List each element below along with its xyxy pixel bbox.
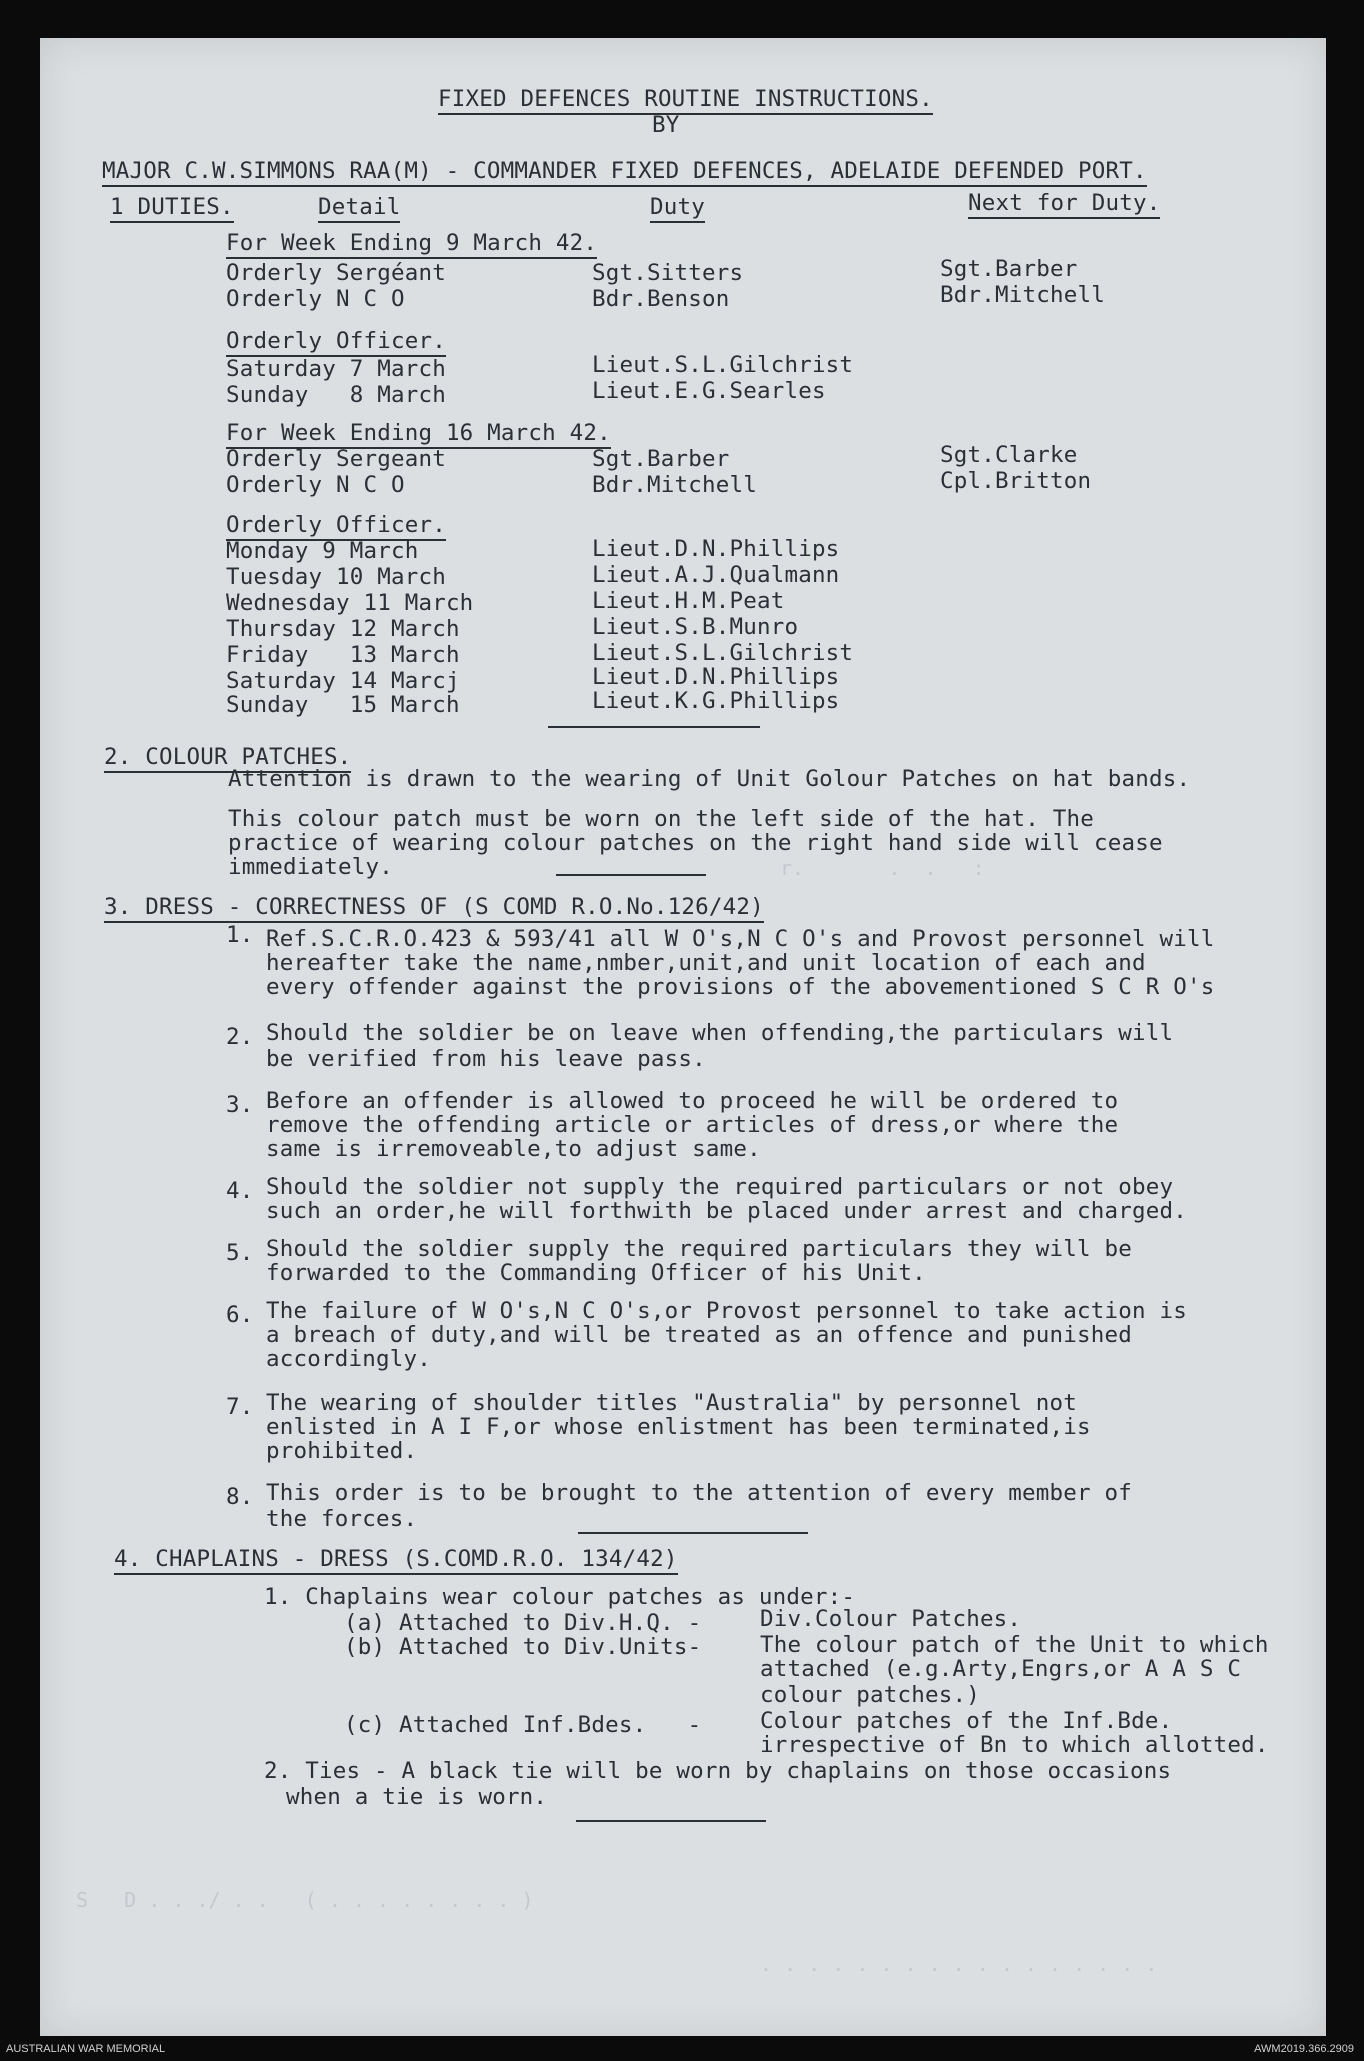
dress-item-line: the forces. <box>266 1506 418 1532</box>
dress-item-line: enlisted in A I F,or whose enlistment has been terminated,is <box>266 1414 1091 1440</box>
week1-row-duty: Bdr.Benson <box>592 286 730 312</box>
week1-row-detail: Orderly Sergéant <box>226 260 446 286</box>
week2-officer-day: Friday 13 March <box>226 642 460 668</box>
by-line: BY <box>652 112 680 138</box>
week2-row-duty: Sgt.Barber <box>592 446 730 472</box>
chaplains-b-value: colour patches.) <box>760 1682 980 1708</box>
week2-officer-day: Monday 9 March <box>226 538 419 564</box>
colour-patches-line: Attention is drawn to the wearing of Unit Golour Patches on hat bands. <box>228 766 1191 792</box>
week2-officer-duty: Lieut.S.L.Gilchrist <box>592 640 854 666</box>
document-title: FIXED DEFENCES ROUTINE INSTRUCTIONS. <box>438 86 933 115</box>
chaplains-heading: 4. CHAPLAINS - DRESS (S.COMD.R.O. 134/42) <box>114 1546 678 1575</box>
week2-row-next: Sgt.Clarke <box>940 442 1078 468</box>
week1-officer-day: Sunday 8 March <box>226 382 446 408</box>
dress-item-number: 4. <box>226 1178 254 1204</box>
week1-row-duty: Sgt.Sitters <box>592 260 744 286</box>
dress-item-line: The wearing of shoulder titles "Australia" by personnel not <box>266 1390 1078 1416</box>
document-subtitle: MAJOR C.W.SIMMONS RAA(M) - COMMANDER FIXED DEFENCES, ADELAIDE DEFENDED PORT. <box>102 158 1147 187</box>
dress-item-line: This order is to be brought to the attention of every member of <box>266 1480 1133 1506</box>
dress-heading: 3. DRESS - CORRECTNESS OF (S COMD R.O.No.126/42) <box>104 894 764 923</box>
week2-officer-day: Sunday 15 March <box>226 692 460 718</box>
dress-item-line: forwarded to the Commanding Officer of his Unit. <box>266 1260 926 1286</box>
bleed-through-text: . . . . . . . . . . . . . . . . . <box>760 1952 1158 1976</box>
chaplains-c-value: Colour patches of the Inf.Bde. <box>760 1708 1173 1734</box>
footer-institution: AUSTRALIAN WAR MEMORIAL <box>6 2043 166 2055</box>
dress-item-number: 7. <box>226 1394 254 1420</box>
week1-row-next: Sgt.Barber <box>940 256 1078 282</box>
chaplains-a-label: (a) Attached to Div.H.Q. - <box>344 1610 702 1636</box>
colour-patches-line: practice of wearing colour patches on the right hand side will cease <box>228 830 1163 856</box>
dress-item-line: same is irremoveable,to adjust same. <box>266 1136 761 1162</box>
dress-item-line: Should the soldier supply the required particulars they will be <box>266 1236 1133 1262</box>
chaplains-c-label: (c) Attached Inf.Bdes. - <box>344 1712 702 1738</box>
chaplains-item-2: 2. Ties - A black tie will be worn by chaplains on those occasions <box>264 1758 1172 1784</box>
dress-item-line: Should the soldier be on leave when offending,the particulars will <box>266 1020 1174 1046</box>
dress-item-number: 2. <box>226 1024 254 1050</box>
week1-officer-day: Saturday 7 March <box>226 356 446 382</box>
chaplains-item-1: 1. Chaplains wear colour patches as under:- <box>264 1584 856 1610</box>
week2-row-duty: Bdr.Mitchell <box>592 472 757 498</box>
dress-item-line: a breach of duty,and will be treated as an offence and punished <box>266 1322 1133 1348</box>
dress-item-line: accordingly. <box>266 1346 431 1372</box>
dress-item-line: Before an offender is allowed to proceed he will be ordered to <box>266 1088 1119 1114</box>
week2-officer-duty: Lieut.D.N.Phillips <box>592 536 840 562</box>
dress-item-number: 1. <box>226 922 254 948</box>
week1-officer-heading: Orderly Officer. <box>226 328 446 357</box>
section-divider <box>578 1532 808 1534</box>
week2-officer-day: Wednesday 11 March <box>226 590 474 616</box>
dress-item-line: such an order,he will forthwith be placed under arrest and charged. <box>266 1198 1187 1224</box>
chaplains-b-label: (b) Attached to Div.Units- <box>344 1634 702 1660</box>
dress-item-line: Should the soldier not supply the required particulars or not obey <box>266 1174 1174 1200</box>
week2-officer-duty: Lieut.K.G.Phillips <box>592 688 840 714</box>
dress-item-number: 3. <box>226 1092 254 1118</box>
dress-item-line: The failure of W O's,N C O's,or Provost personnel to take action is <box>266 1298 1187 1324</box>
section-divider <box>548 726 760 728</box>
week2-officer-duty: Lieut.S.B.Munro <box>592 614 799 640</box>
bleed-through-text: r. . . : <box>780 856 985 880</box>
col-next-for-duty: Next for Duty. <box>968 190 1160 219</box>
chaplains-b-value: The colour patch of the Unit to which <box>760 1632 1269 1658</box>
duties-heading: 1 DUTIES. <box>110 194 234 223</box>
bleed-through-text: S D . . ./ . . ( . . . . . . . . ) <box>76 1888 534 1912</box>
week1-row-next: Bdr.Mitchell <box>940 282 1105 308</box>
section-divider <box>576 1820 766 1822</box>
footer-accession-number: AWM2019.366.2909 <box>1254 2043 1354 2055</box>
week1-heading: For Week Ending 9 March 42. <box>226 230 597 259</box>
dress-item-line: hereafter take the name,nmber,unit,and unit location of each and <box>266 950 1146 976</box>
chaplains-a-value: Div.Colour Patches. <box>760 1606 1022 1632</box>
week2-officer-day: Saturday 14 Marcj <box>226 668 460 694</box>
week1-row-detail: Orderly N C O <box>226 286 405 312</box>
dress-item-line: every offender against the provisions of the abovementioned S C R O's <box>266 974 1215 1000</box>
colour-patches-heading: 2. COLOUR PATCHES. <box>104 744 351 773</box>
week2-officer-duty: Lieut.A.J.Qualmann <box>592 562 840 588</box>
week2-officer-duty: Lieut.D.N.Phillips <box>592 664 840 690</box>
colour-patches-line: This colour patch must be worn on the left side of the hat. The <box>228 806 1095 832</box>
col-detail: Detail <box>318 194 400 223</box>
dress-item-line: be verified from his leave pass. <box>266 1046 706 1072</box>
dress-item-number: 6. <box>226 1302 254 1328</box>
dress-item-line: Ref.S.C.R.O.423 & 593/41 all W O's,N C O's and Provost personnel will <box>266 926 1215 952</box>
section-divider <box>556 874 706 876</box>
week2-row-detail: Orderly Sergeant <box>226 446 446 472</box>
week2-row-next: Cpl.Britton <box>940 468 1092 494</box>
col-duty: Duty <box>650 194 705 223</box>
week2-officer-day: Tuesday 10 March <box>226 564 446 590</box>
week1-officer-duty: Lieut.S.L.Gilchrist <box>592 352 854 378</box>
week2-officer-duty: Lieut.H.M.Peat <box>592 588 785 614</box>
chaplains-b-value: attached (e.g.Arty,Engrs,or A A S C <box>760 1656 1242 1682</box>
colour-patches-line: immediately. <box>228 854 393 880</box>
dress-item-line: prohibited. <box>266 1438 418 1464</box>
week2-row-detail: Orderly N C O <box>226 472 405 498</box>
chaplains-c-value: irrespective of Bn to which allotted. <box>760 1732 1269 1758</box>
week2-officer-day: Thursday 12 March <box>226 616 460 642</box>
document-page <box>40 38 1326 2036</box>
week2-officer-heading: Orderly Officer. <box>226 512 446 541</box>
week2-heading: For Week Ending 16 March 42. <box>226 420 611 449</box>
chaplains-item-2: when a tie is worn. <box>286 1784 548 1810</box>
week1-officer-duty: Lieut.E.G.Searles <box>592 378 826 404</box>
dress-item-number: 5. <box>226 1240 254 1266</box>
dress-item-number: 8. <box>226 1484 254 1510</box>
dress-item-line: remove the offending article or articles of dress,or where the <box>266 1112 1119 1138</box>
